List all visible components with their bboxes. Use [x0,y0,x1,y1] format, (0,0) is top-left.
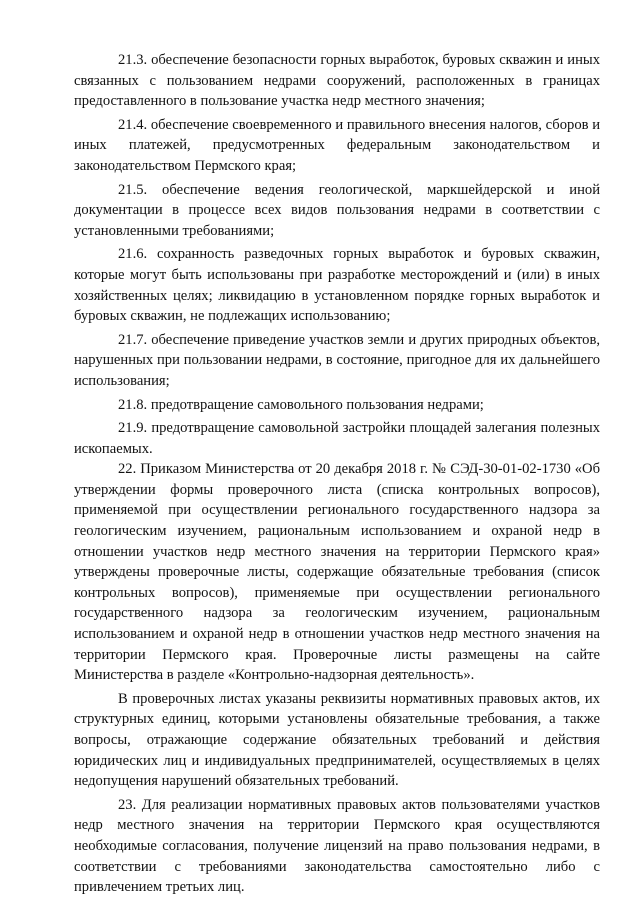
paragraph-21-5: 21.5. обеспечение ведения геологической, маркшейдерской и иной документации в процессе всех видов пользования недрами в соответствии с установленными требованиями; [74,181,600,239]
paragraph-21-4: 21.4. обеспечение своевременного и правильного внесения налогов, сборов и иных платежей, предусмотренных федеральным законодательством и законодательством Пермского края; [74,116,600,174]
paragraph-21-8: 21.8. предотвращение самовольного пользования недрами; [118,396,484,413]
paragraph-checklists: В проверочных листах указаны реквизиты нормативных правовых актов, их структурных единиц, которыми установлены обязательные требования, а также вопросы, отражающие содержание обязательных требований и действия юридических лиц и индивидуальных предпринимателей, осуществляемых в целях недопущения нарушений обязательных требований. [74,690,600,790]
document-body [74,50,600,898]
paragraph-21-7: 21.7. обеспечение приведение участков земли и других природных объектов, нарушенных при пользовании недрами, в состояние, пригодное для их дальнейшего использования; [74,331,600,389]
paragraph-23: 23. Для реализации нормативных правовых актов пользователями участков недр местного значения на территории Пермского края осуществляются необходимые согласования, получение лицензий на право пользования недрами, в соответствии с требованиями законодательства самостоятельно либо с привлечением третьих лиц. [74,796,600,896]
paragraph-21-6: 21.6. сохранность разведочных горных выработок и буровых скважин, которые могут быть использованы при разработке месторождений и (или) в иных хозяйственных целях; ликвидацию в установленном порядке горных выработок и буровых скважин, не подлежащих использованию; [74,246,600,325]
paragraph-21-9: 21.9. предотвращение самовольной застройки площадей залегания полезных ископаемых. [74,420,600,457]
paragraph-21-3: 21.3. обеспечение безопасности горных выработок, буровых скважин и иных связанных с пользованием недрами сооружений, расположенных в границах предоставленного в пользование участка недр местного значения; [74,52,600,110]
paragraph-22: 22. Приказом Министерства от 20 декабря 2018 г. № СЭД-30-01-02-1730 «Об утверждении формы проверочного листа (списка контрольных вопросов), применяемой при осуществлении регионального государственного надзора за геологическим изучением, рациональным использованием и охраной недр в отношении участков недр местного значения на территории Пермского края» утверждены проверочные листы, содержащие обязательные требования (список контрольных вопросов), применяемые при осуществлении регионального государственного надзора за геологическим изучением, рациональным использованием и охраной недр в отношении участков недр местного значения на территории Пермского края. Проверочные листы размещены на сайте Министерства в разделе «Контрольно-надзорная деятельность». [74,461,600,684]
